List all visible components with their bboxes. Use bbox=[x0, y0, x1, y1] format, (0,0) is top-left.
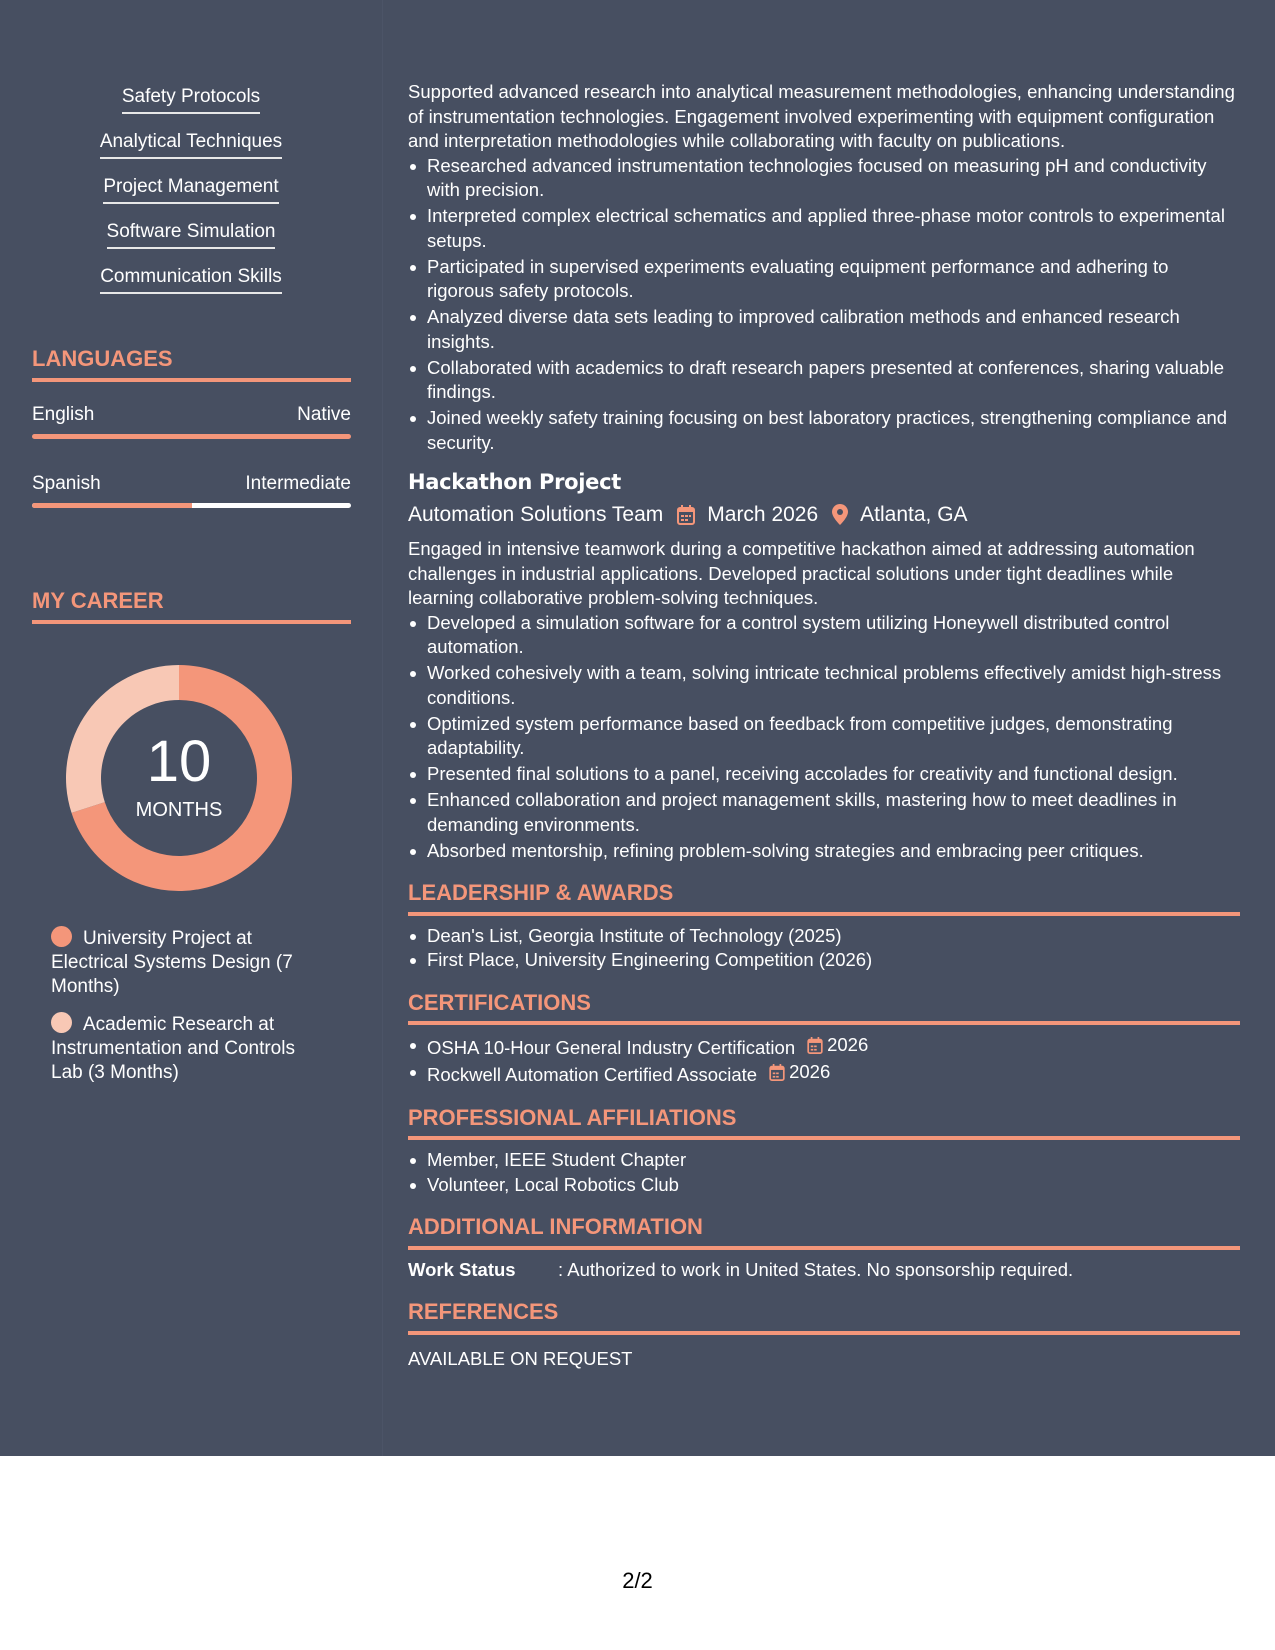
additional-info-heading: ADDITIONAL INFORMATION bbox=[408, 1215, 1240, 1250]
skill-item: Communication Skills bbox=[0, 266, 382, 294]
project-meta bbox=[408, 503, 1240, 528]
list-item: Participated in supervised experiments evaluating equipment performance and adhering to rigorous safety protocols. bbox=[408, 255, 1240, 304]
language-bar-fill bbox=[32, 503, 192, 508]
list-item: Joined weekly safety training focusing on best laboratory practices, strengthening compliance and security. bbox=[408, 406, 1240, 455]
career-heading: MY CAREER bbox=[32, 588, 351, 624]
leadership-list bbox=[408, 924, 1240, 973]
work-status-value: : Authorized to work in United States. No sponsorship required. bbox=[558, 1258, 1074, 1280]
certification-year: 2026 bbox=[789, 1061, 831, 1083]
list-item: Worked cohesively with a team, solving intricate technical problems effectively amidst high-stress conditions. bbox=[408, 661, 1240, 710]
certification-name: OSHA 10-Hour General Industry Certification bbox=[427, 1036, 796, 1058]
research-bullets bbox=[408, 154, 1240, 456]
list-item: Member, IEEE Student Chapter bbox=[408, 1148, 1240, 1173]
hackathon-experience bbox=[408, 470, 1240, 863]
certifications-section bbox=[408, 991, 1240, 1088]
location-pin-icon bbox=[832, 504, 848, 525]
references-heading: REFERENCES bbox=[408, 1300, 1240, 1335]
list-item: Interpreted complex electrical schematics and applied three-phase motor controls to experimental setups. bbox=[408, 204, 1240, 253]
list-item: Enhanced collaboration and project management skills, mastering how to meet deadlines in demanding environments. bbox=[408, 788, 1240, 837]
list-item bbox=[408, 1033, 1240, 1060]
page-number: 2/2 bbox=[622, 1568, 653, 1593]
career-legend-item: University Project at Electrical Systems Design (7 Months) bbox=[51, 928, 293, 997]
list-item: First Place, University Engineering Competition (2026) bbox=[408, 948, 1240, 973]
additional-info-section bbox=[408, 1215, 1240, 1282]
list-item: Developed a simulation software for a control system utilizing Honeywell distributed control automation. bbox=[408, 611, 1240, 660]
list-item: Dean's List, Georgia Institute of Technology (2025) bbox=[408, 924, 1240, 949]
affiliations-section bbox=[408, 1106, 1240, 1198]
certifications-list bbox=[408, 1033, 1240, 1088]
affiliations-list bbox=[408, 1148, 1240, 1197]
legend-dot bbox=[51, 926, 72, 947]
list-item: Analyzed diverse data sets leading to improved calibration methods and enhanced research insights. bbox=[408, 305, 1240, 354]
languages-heading: LANGUAGES bbox=[32, 346, 351, 382]
affiliations-heading: PROFESSIONAL AFFILIATIONS bbox=[408, 1106, 1240, 1141]
list-item: Collaborated with academics to draft research papers presented at conferences, sharing valuable findings. bbox=[408, 356, 1240, 405]
main-content bbox=[408, 80, 1240, 1371]
career-total-unit: MONTHS bbox=[135, 799, 223, 821]
language-bar-fill bbox=[32, 434, 351, 439]
list-item: Researched advanced instrumentation technologies focused on measuring pH and conductivity with precision. bbox=[408, 154, 1240, 203]
references-section bbox=[408, 1300, 1240, 1371]
project-title: Hackathon Project bbox=[408, 470, 622, 494]
calendar-icon bbox=[807, 1037, 823, 1054]
career-total-months: 10 bbox=[146, 729, 212, 794]
legend-dot bbox=[51, 1012, 72, 1033]
project-summary: Engaged in intensive teamwork during a competitive hackathon aimed at addressing automation challenges in industrial applications. Developed practical solutions under tight deadlines while learning collaborative problem-solving techniques. bbox=[408, 538, 1195, 608]
list-item: Absorbed mentorship, refining problem-solving strategies and embracing peer critiques. bbox=[408, 839, 1240, 864]
project-organization: Automation Solutions Team bbox=[408, 502, 664, 526]
list-item bbox=[408, 1060, 1240, 1087]
leadership-section bbox=[408, 881, 1240, 973]
career-legend-item: Academic Research at Instrumentation and Controls Lab (3 Months) bbox=[51, 1014, 295, 1083]
project-date: March 2026 bbox=[707, 502, 819, 526]
certification-name: Rockwell Automation Certified Associate bbox=[427, 1064, 758, 1085]
list-item: Volunteer, Local Robotics Club bbox=[408, 1173, 1240, 1198]
language-name: English bbox=[32, 404, 95, 425]
skill-item: Analytical Techniques bbox=[0, 131, 382, 159]
certifications-heading: CERTIFICATIONS bbox=[408, 991, 1240, 1026]
calendar-icon bbox=[677, 505, 695, 525]
certification-year: 2026 bbox=[827, 1034, 869, 1055]
language-level: Intermediate bbox=[245, 473, 351, 494]
list-item: Optimized system performance based on feedback from competitive judges, demonstrating adaptability. bbox=[408, 712, 1240, 761]
references-text: AVAILABLE ON REQUEST bbox=[408, 1347, 633, 1369]
leadership-heading: LEADERSHIP & AWARDS bbox=[408, 881, 1240, 916]
language-bar bbox=[32, 434, 351, 439]
work-status-label: Work Status bbox=[408, 1258, 516, 1280]
research-experience bbox=[408, 80, 1240, 455]
project-bullets bbox=[408, 611, 1240, 864]
language-level: Native bbox=[297, 404, 351, 425]
column-divider bbox=[382, 0, 383, 1456]
language-name: Spanish bbox=[32, 473, 101, 494]
sidebar bbox=[0, 0, 382, 1456]
project-location: Atlanta, GA bbox=[860, 502, 968, 526]
language-bar bbox=[32, 503, 351, 508]
work-status-row bbox=[408, 1258, 1240, 1283]
research-summary: Supported advanced research into analytical measurement methodologies, enhancing understanding of instrumentation technologies. Engagement involved experimenting with equipment configuration and interpretation methodologies while collaborating with faculty on publications. bbox=[408, 81, 1235, 151]
calendar-icon bbox=[769, 1064, 785, 1081]
skill-item: Project Management bbox=[0, 176, 382, 204]
skill-item: Software Simulation bbox=[0, 221, 382, 249]
skill-item: Safety Protocols bbox=[0, 86, 382, 114]
list-item: Presented final solutions to a panel, receiving accolades for creativity and functional design. bbox=[408, 762, 1240, 787]
